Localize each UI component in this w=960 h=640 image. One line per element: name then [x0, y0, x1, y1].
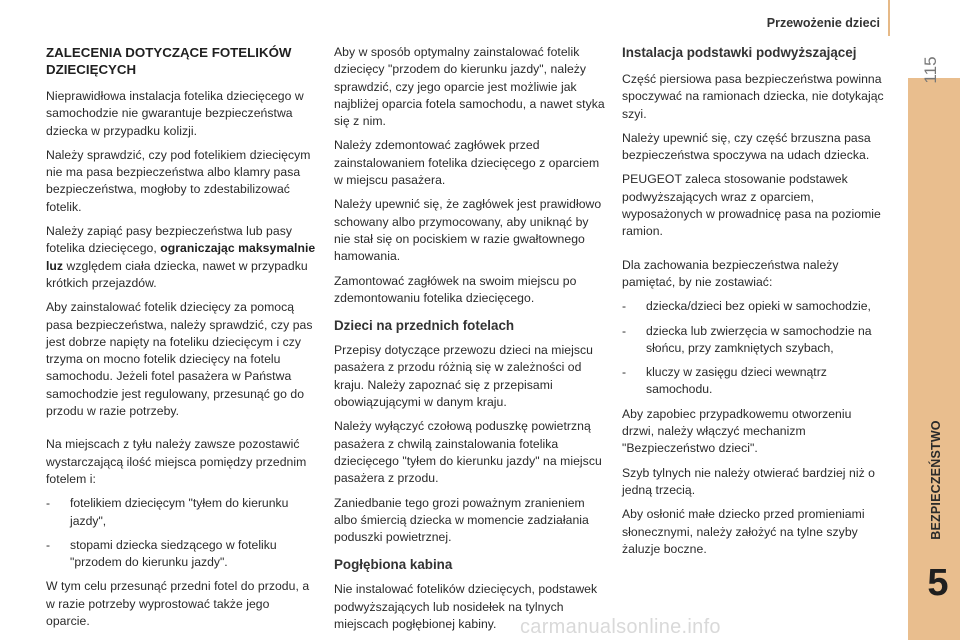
paragraph: Należy wyłączyć czołową poduszkę powietrzną pasażera z chwilą zainstalowania fotelika dziecięcego "tyłem do kierunku jazdy" na miejscu pasażera z przodu. — [334, 419, 602, 486]
paragraph: Nie instalować fotelików dziecięcych, podstawek podwyższających lub nosidełek na tylnych miejscach pogłębionej kabiny. — [334, 582, 598, 632]
dash-bullet: - — [622, 299, 627, 314]
paragraph: Aby zapobiec przypadkowemu otworzeniu drzwi, należy włączyć mechanizm "Bezpieczeństwo dzieci". — [622, 406, 852, 456]
text-span: względem ciała dziecka, nawet w przypadku krótkich przejazdów. — [46, 258, 308, 290]
chapter-number: 5 — [927, 562, 949, 604]
list-item — [622, 364, 884, 399]
list-item-text: fotelikiem dziecięcym "tyłem do kierunku jazdy", — [70, 496, 289, 528]
list-item-text: dziecka/dzieci bez opieki w samochodzie, — [646, 299, 871, 314]
paragraph: Należy upewnić się, że zagłówek jest prawidłowo schowany albo przymocowany, aby uniknąć by nie stał się on pociskiem w razie gwałtownego hamowania. — [334, 197, 602, 264]
paragraph: Zaniedbanie tego grozi poważnym zranieniem albo śmiercią dziecka w momencie zadziałania poduszki powietrznej. — [334, 495, 589, 545]
column-right — [622, 44, 884, 565]
heading-extended-cab: Pogłębiona kabina — [334, 557, 453, 573]
list-item — [622, 323, 884, 358]
paragraph: Aby w sposób optymalny zainstalować fotelik dziecięcy "przodem do kierunku jazdy", należy sprawdzić, czy jego oparcie jest możliwie jak najbliżej oparcia fotela samochodu, a nawet styka się z nim. — [334, 45, 605, 129]
dash-bullet: - — [46, 537, 51, 552]
paragraph: Zamontować zagłówek na swoim miejscu po zdemontowaniu fotelika dziecięcego. — [334, 273, 577, 305]
watermark: carmanualsonline.info — [520, 616, 721, 638]
paragraph: Należy upewnić się, czy część brzuszna pasa bezpieczeństwa spoczywa na udach dziecka. — [622, 130, 871, 163]
paragraph: Nieprawidłowa instalacja fotelika dziecięcego w samochodzie nie gwarantuje bezpieczeństwa dziecka w przypadku kolizji. — [46, 89, 304, 138]
header-divider — [888, 0, 890, 36]
column-middle — [334, 44, 606, 640]
paragraph: Przepisy dotyczące przewozu dzieci na miejscu pasażera z przodu różnią się w zależności od kraju. Należy zapoznać się z przepisami obowiązującymi w danym kraju. — [334, 343, 593, 410]
paragraph: PEUGEOT zaleca stosowanie podstawek podwyższających wraz z oparciem, wyposażonych w prowadnicę pasa na poziomie ramion. — [622, 172, 881, 239]
chapter-label: BEZPIECZEŃSTWO — [929, 420, 943, 540]
paragraph: Dla zachowania bezpieczeństwa należy pamiętać, by nie zostawiać: — [622, 257, 839, 289]
heading-front-seat-children: Dzieci na przednich fotelach — [334, 318, 515, 334]
dash-list — [46, 495, 316, 571]
dash-list — [622, 298, 884, 398]
paragraph: Aby osłonić małe dziecko przed promieniami słonecznymi, należy założyć na tylne szyby żaluzje boczne. — [622, 507, 865, 556]
paragraph: Należy sprawdzić, czy pod fotelikiem dziecięcym nie ma pasa bezpieczeństwa albo klamry pasa bezpieczeństwa, mogłoby to zdestabilizować fotelik. — [46, 147, 311, 214]
paragraph: Należy zdemontować zagłówek przed zainstalowaniem fotelika dziecięcego z oparciem w miejscu pasażera. — [334, 138, 600, 188]
list-item — [622, 298, 884, 315]
emphasis-text: ograniczając maksymalnie luz — [46, 241, 316, 273]
list-item-text: dziecka lub zwierzęcia w samochodzie na słońcu, przy zamkniętych szybach, — [646, 323, 872, 355]
page-number: 115 — [921, 56, 940, 84]
list-item — [46, 537, 316, 572]
paragraph-with-emphasis — [46, 223, 316, 292]
paragraph: Na miejscach z tyłu należy zawsze pozostawić wystarczającą ilość miejsca pomiędzy przednim fotelem i: — [46, 437, 307, 486]
chapter-side-tab — [908, 78, 960, 640]
list-item — [46, 495, 316, 530]
list-item-text: stopami dziecka siedzącego w foteliku "przodem do kierunku jazdy". — [70, 537, 277, 570]
heading-child-seat-recommendations: ZALECENIA DOTYCZĄCE FOTELIKÓW DZIECIĘCYCH — [46, 45, 292, 77]
text-span: Należy zapiąć pasy bezpieczeństwa lub pasy fotelika dziecięcego, — [46, 224, 292, 256]
paragraph: Część piersiowa pasa bezpieczeństwa powinna spoczywać na ramionach dziecka, nie dotykając szyi. — [622, 72, 884, 121]
column-left — [46, 44, 316, 637]
paragraph: Aby zainstalować fotelik dziecięcy za pomocą pasa bezpieczeństwa, należy sprawdzić, czy pas jest dobrze napięty na foteliku dziecięcym i czy trzyma on mocno fotelik dziecięcy na fotelu samochodu. Jeżeli fotel pasażera w Państwa samochodzie jest regulowany, przesunąć go do przodu w razie potrzeby. — [46, 300, 313, 419]
dash-bullet: - — [622, 365, 627, 380]
paragraph: W tym celu przesunąć przedni fotel do przodu, a w razie potrzeby wyprostować także jego oparcie. — [46, 579, 310, 629]
dash-bullet: - — [622, 323, 627, 338]
section-title: Przewożenie dzieci — [766, 16, 880, 30]
dash-bullet: - — [46, 496, 51, 511]
list-item-text: kluczy w zasięgu dzieci wewnątrz samochodu. — [646, 365, 827, 397]
heading-booster-installation: Instalacja podstawki podwyższającej — [622, 45, 857, 60]
paragraph: Szyb tylnych nie należy otwierać bardziej niż o jedną trzecią. — [622, 465, 875, 497]
